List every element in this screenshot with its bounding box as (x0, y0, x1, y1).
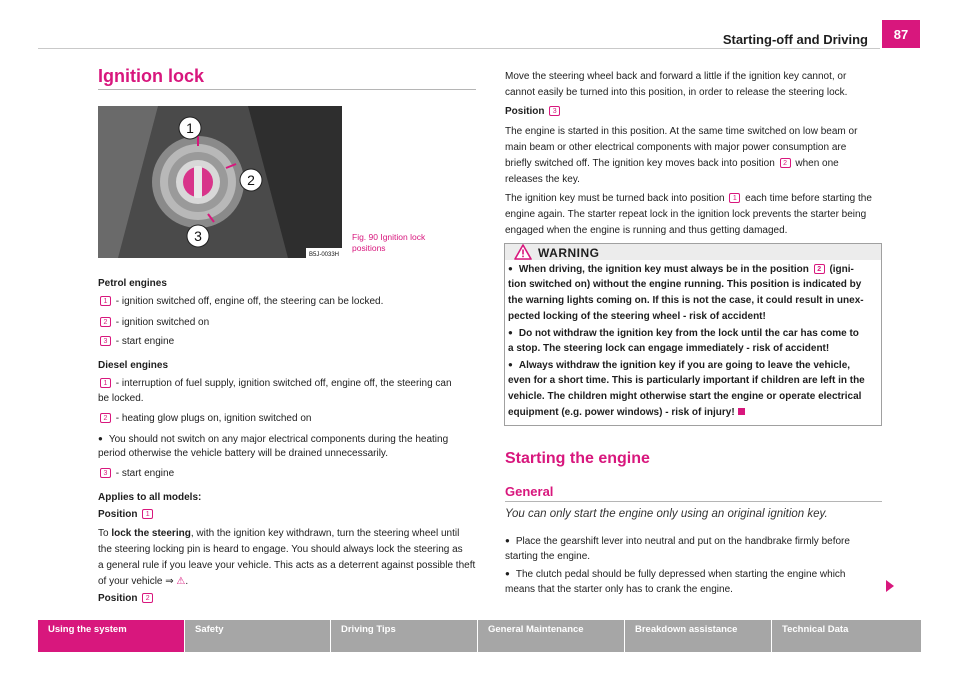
warning-bullet-2-line-2: a stop. The steering lock can engage immediately - risk of accident! (508, 343, 830, 354)
bullet-icon (508, 328, 519, 339)
callout-2: 2 (247, 172, 255, 188)
lock-para-line-2: the steering locking pin is heard to engage. You should always lock the steering as (98, 544, 463, 555)
position-label: Position (98, 509, 138, 520)
diesel-item-1 (98, 376, 452, 392)
callout-1: 1 (186, 120, 194, 136)
position-marker: 2 (100, 317, 111, 327)
page-number: 87 (882, 20, 920, 48)
diesel-bullet-line-2: period otherwise the vehicle battery will be drained unnecessarily. (98, 448, 388, 459)
ignition-lock-illustration (98, 106, 342, 258)
warning-bullet-1-line-2: tion switched on) without the engine running. This position is indicated by (508, 279, 862, 290)
footer-tab-breakdown-assistance[interactable]: Breakdown assistance (625, 620, 772, 652)
position-marker: 2 (142, 593, 153, 603)
right-para-3-line-3: engaged when the engine is running and thus getting damaged. (505, 225, 788, 236)
figure-caption (352, 232, 425, 254)
section-heading-ignition-lock: Ignition lock (98, 66, 204, 86)
petrol-item-2 (98, 315, 209, 331)
petrol-item-3-text: - start engine (115, 336, 175, 347)
footer-tab-safety[interactable]: Safety (185, 620, 331, 652)
position-marker: 3 (100, 336, 111, 346)
diesel-item-2-text: - heating glow plugs on, ignition switched on (115, 413, 312, 424)
position-marker: 1 (100, 378, 111, 388)
warning-b3-line-1-text: Always withdraw the ignition key if you are going to leave the vehicle, (518, 360, 851, 371)
petrol-item-1-text: - ignition switched off, engine off, the steering can be locked. (115, 296, 384, 307)
general-b1-line-1-text: Place the gearshift lever into neutral and put on the handbrake firmly before (515, 536, 850, 547)
caption-line-1: Fig. 90 Ignition lock (352, 232, 426, 242)
warning-b2-line-1-text: Do not withdraw the ignition key from the lock until the car has come to (518, 328, 859, 339)
end-marker-icon (738, 408, 745, 415)
footer-tab-using-the-system[interactable]: Using the system (38, 620, 185, 652)
lock-para-line-4-text: of your vehicle ⇒ (98, 576, 174, 587)
heading-rule (98, 89, 476, 90)
right-para-3-line-1 (505, 191, 872, 207)
bullet-icon (98, 434, 109, 445)
warning-bullet-1-line-3: the warning lights coming on. If this is not the case, it could result in unex- (508, 295, 864, 306)
bullet-icon (508, 360, 519, 371)
warning-b1-line-1-a: When driving, the ignition key must always be in the position (518, 264, 809, 275)
warning-bullet-1-line-4: pected locking of the steering wheel - risk of accident! (508, 311, 766, 322)
general-bullet-1-line-2: starting the engine. (505, 551, 591, 562)
header-rule (38, 48, 880, 49)
subsection-heading-general: General (505, 484, 554, 499)
warning-bullet-3-line-1 (508, 357, 850, 374)
right-para-2-line-3-text: briefly switched off. The ignition key moves back into position (505, 158, 775, 169)
right-para-2-line-1: The engine is started in this position. At the same time switched on low beam or (505, 126, 858, 137)
position-label: Position (505, 106, 545, 117)
diesel-item-3 (98, 466, 174, 482)
warning-b1-line-1-b: (igni- (829, 264, 854, 275)
lock-para-line-1-rest: , with the ignition key withdrawn, turn the steering wheel until (190, 528, 460, 539)
bullet-icon (508, 264, 519, 275)
diesel-item-1-line-2: be locked. (98, 393, 144, 404)
warning-b3-line-4-text: equipment (e.g. power windows) - risk of injury! (508, 407, 735, 418)
right-para-1-line-1: Move the steering wheel back and forward a little if the ignition key cannot, or (505, 71, 847, 82)
bullet-icon (505, 569, 516, 580)
right-para-2-line-4: releases the key. (505, 174, 580, 185)
warning-bullet-3-line-3: vehicle. The children might otherwise start the engine or operate electrical (508, 391, 862, 402)
general-bullet-2-line-2: means that the starter only has to crank the engine. (505, 584, 733, 595)
position-marker: 3 (549, 106, 560, 116)
lock-para-line-3: a general rule if you leave your vehicle. This acts as a deterrent against possible theft (98, 560, 476, 571)
diesel-item-2 (98, 411, 311, 427)
position-2-label (98, 591, 155, 607)
diesel-item-1-line-1: - interruption of fuel supply, ignition switched off, engine off, the steering can (115, 378, 452, 389)
position-marker: 3 (100, 468, 111, 478)
warning-bullet-3-line-4 (508, 405, 745, 421)
right-para-1-line-2: cannot easily be turned into this position, in order to release the steering lock. (505, 87, 848, 98)
position-marker: 2 (780, 158, 791, 168)
footer-tab-technical-data[interactable]: Technical Data (772, 620, 921, 652)
lock-para-line-4: of your vehicle ⇒ ⚠. (98, 576, 189, 587)
lock-para-bold: lock the steering (111, 528, 191, 539)
right-para-2-line-2: main beam or other electrical components with major power consumption are (505, 142, 847, 153)
position-marker: 2 (814, 264, 825, 274)
position-marker: 1 (729, 193, 740, 203)
ignition-lock-figure (98, 106, 342, 258)
general-bullet-1-line-1 (505, 533, 850, 550)
diesel-item-3-text: - start engine (115, 468, 175, 479)
bullet-icon (505, 536, 516, 547)
caption-line-2: positions (352, 243, 386, 253)
right-para-3-line-1-b: each time before starting the (745, 193, 872, 204)
lock-para-prefix: To (98, 528, 112, 539)
footer-nav (38, 620, 921, 652)
right-para-3-line-1-a: The ignition key must be turned back into position (505, 193, 725, 204)
callout-3: 3 (194, 228, 202, 244)
subsection-rule (505, 501, 882, 502)
position-marker: 2 (100, 413, 111, 423)
position-label: Position (98, 593, 138, 604)
lock-para-line-1 (98, 526, 459, 542)
position-1-label (98, 507, 155, 523)
warning-bullet-3-line-2: even for a short time. This is particularly important if children are left in the (508, 375, 865, 386)
section-heading-starting-engine: Starting the engine (505, 450, 650, 467)
next-page-arrow-icon[interactable] (886, 580, 894, 592)
diesel-heading: Diesel engines (98, 360, 169, 371)
petrol-item-3 (98, 334, 174, 350)
right-para-3-line-2: engine again. The starter repeat lock in the ignition lock prevents the starter being (505, 209, 867, 220)
figure-code: B5J-0033H (308, 252, 340, 258)
position-marker: 1 (100, 296, 111, 306)
intro-text: You can only start the engine only using an original ignition key. (505, 508, 828, 520)
warning-title: WARNING (538, 246, 600, 260)
footer-tab-driving-tips[interactable]: Driving Tips (331, 620, 478, 652)
position-marker: 1 (142, 509, 153, 519)
warning-triangle-icon[interactable]: ⚠ (176, 576, 186, 587)
chapter-title: Starting-off and Driving (722, 32, 868, 47)
right-para-2-line-3 (505, 156, 839, 172)
warning-bullet-1-line-1 (508, 261, 854, 278)
right-para-2-line-3-end: when one (795, 158, 839, 169)
general-bullet-2-line-1 (505, 566, 846, 583)
footer-tab-general-maintenance[interactable]: General Maintenance (478, 620, 625, 652)
general-b2-line-1-text: The clutch pedal should be fully depressed when starting the engine which (515, 569, 846, 580)
warning-bullet-2-line-1 (508, 325, 859, 342)
position-3-label (505, 104, 562, 120)
diesel-bullet-line-1: You should not switch on any major electrical components during the heating (108, 434, 449, 445)
applies-heading: Applies to all models: (98, 492, 202, 503)
petrol-item-1 (98, 294, 383, 310)
petrol-item-2-text: - ignition switched on (115, 317, 210, 328)
petrol-heading: Petrol engines (98, 278, 167, 289)
